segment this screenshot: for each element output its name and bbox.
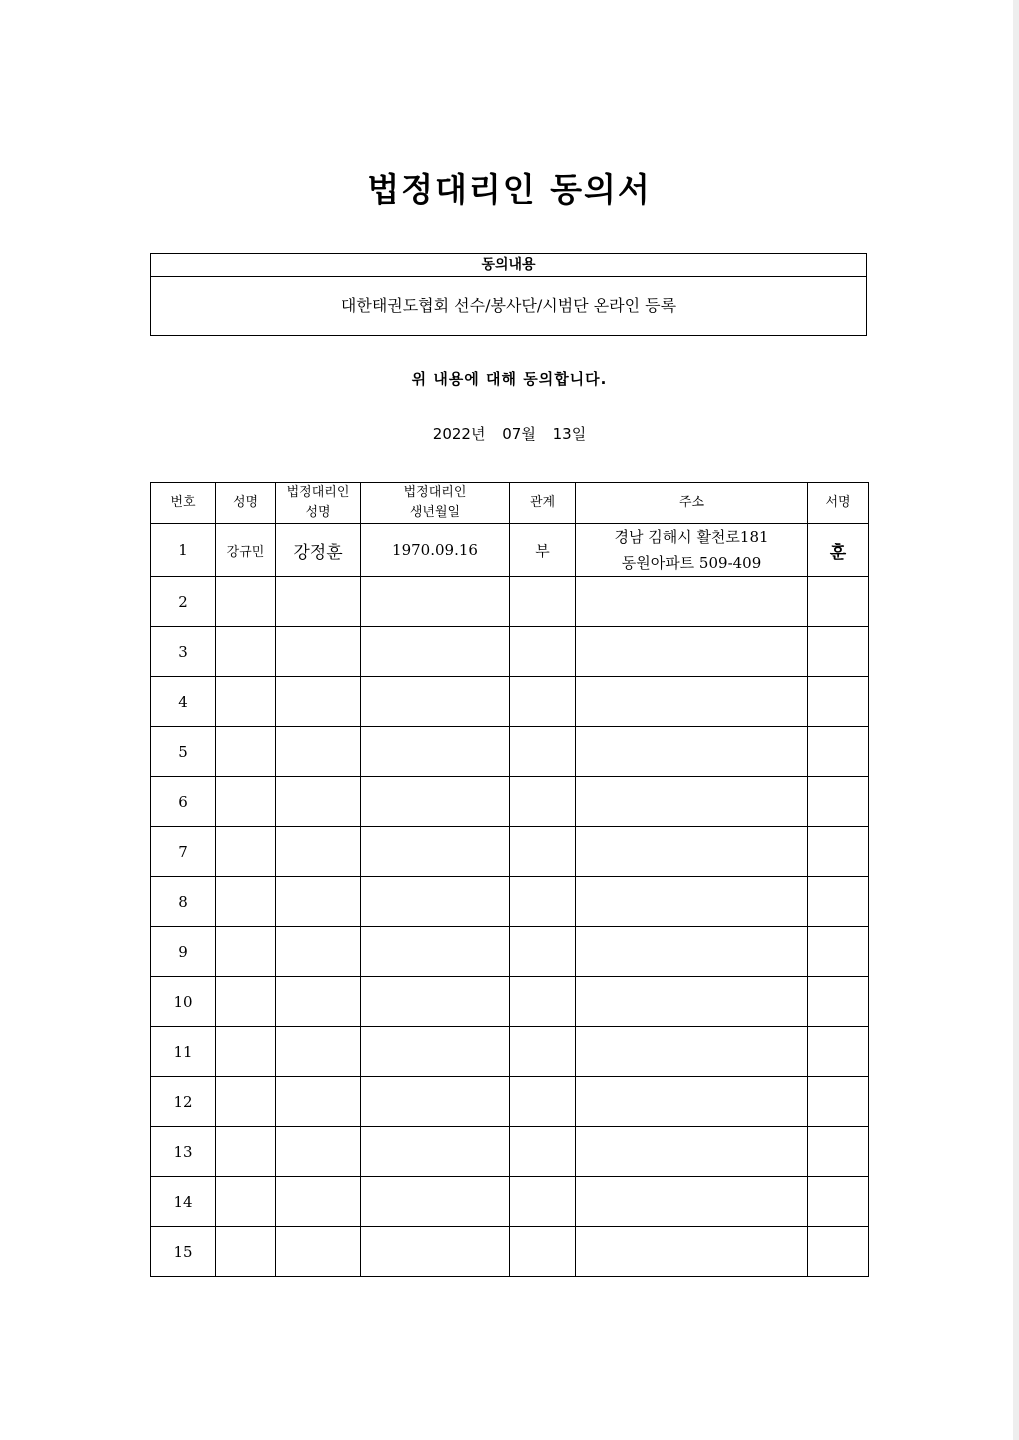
consent-header: 동의내용 [151,254,866,277]
row-address[interactable] [576,727,808,777]
row-address[interactable] [576,1127,808,1177]
row-signature[interactable] [808,1227,869,1277]
row-number: 13 [151,1127,216,1177]
row-address[interactable] [576,977,808,1027]
row-signature[interactable] [808,1127,869,1177]
row-guardian-birth[interactable] [361,977,510,1027]
row-relation[interactable] [510,777,576,827]
table-row [151,977,869,1027]
table-row [151,1227,869,1277]
row-guardian-birth[interactable] [361,577,510,627]
row-name: 강규민 [216,524,276,577]
row-relation[interactable] [510,577,576,627]
row-signature[interactable] [808,1077,869,1127]
table-row [151,627,869,677]
table-row [151,1027,869,1077]
row-guardian-name[interactable] [276,1227,361,1277]
row-name[interactable] [216,1127,276,1177]
consent-content: 대한태권도협회 선수/봉사단/시범단 온라인 등록 [340,296,677,315]
guardian-table [150,482,869,1277]
date-year: 2022년 [432,425,486,443]
row-guardian-name[interactable] [276,777,361,827]
row-relation: 부 [510,524,576,577]
row-number: 10 [151,977,216,1027]
row-signature[interactable] [808,627,869,677]
row-guardian-birth[interactable] [361,627,510,677]
row-guardian-birth[interactable] [361,1077,510,1127]
row-relation[interactable] [510,1227,576,1277]
row-relation[interactable] [510,627,576,677]
date-row [0,423,1019,444]
table-row [151,927,869,977]
row-name[interactable] [216,727,276,777]
row-signature[interactable] [808,1177,869,1227]
table-header-row [151,483,869,524]
row-name[interactable] [216,1177,276,1227]
row-guardian-birth[interactable] [361,1227,510,1277]
row-relation[interactable] [510,1127,576,1177]
row-number: 3 [151,627,216,677]
row-address-line2: 동원아파트 509-409 [621,554,762,572]
row-address-line1: 경남 김해시 활천로181 [614,528,769,546]
row-address[interactable] [576,1027,808,1077]
row-address[interactable] [576,1227,808,1277]
row-guardian-name[interactable] [276,977,361,1027]
row-relation[interactable] [510,727,576,777]
row-number: 11 [151,1027,216,1077]
row-address[interactable] [576,1077,808,1127]
row-signature[interactable] [808,727,869,777]
row-guardian-birth[interactable] [361,927,510,977]
row-number: 2 [151,577,216,627]
row-signature[interactable] [808,777,869,827]
row-number: 7 [151,827,216,877]
row-guardian-birth[interactable] [361,727,510,777]
row-guardian-birth[interactable] [361,1127,510,1177]
row-relation[interactable] [510,1177,576,1227]
row-address[interactable] [576,927,808,977]
consent-box [150,253,867,336]
row-address[interactable] [576,777,808,827]
row-guardian-name[interactable] [276,827,361,877]
table-row [151,777,869,827]
row-relation[interactable] [510,877,576,927]
row-relation[interactable] [510,827,576,877]
row-number: 12 [151,1077,216,1127]
row-name[interactable] [216,1227,276,1277]
row-signature[interactable] [808,877,869,927]
header-guardian-birth [361,483,510,524]
header-guardian-birth-line1: 법정대리인 [403,485,467,500]
row-guardian-name[interactable] [276,577,361,627]
row-name[interactable] [216,777,276,827]
row-address[interactable] [576,877,808,927]
row-name[interactable] [216,627,276,677]
row-relation[interactable] [510,1077,576,1127]
header-name: 성명 [216,483,276,524]
table-row [151,1077,869,1127]
row-guardian-birth: 1970.09.16 [361,524,510,577]
row-signature[interactable] [808,977,869,1027]
row-guardian-birth[interactable] [361,777,510,827]
row-guardian-birth[interactable] [361,827,510,877]
row-relation[interactable] [510,977,576,1027]
row-name[interactable] [216,977,276,1027]
page-edge [1013,0,1019,1440]
header-relation: 관계 [510,483,576,524]
row-signature[interactable] [808,677,869,727]
header-signature: 서명 [808,483,869,524]
row-name[interactable] [216,927,276,977]
row-number: 1 [151,524,216,577]
row-number: 9 [151,927,216,977]
row-signature: 훈 [808,524,869,577]
agreement-text: 위 내용에 대해 동의합니다. [411,370,608,388]
header-address: 주소 [576,483,808,524]
row-number: 6 [151,777,216,827]
row-address [576,524,808,577]
header-guardian-birth-line2: 생년월일 [409,505,461,520]
table-row [151,524,869,577]
row-address[interactable] [576,677,808,727]
row-guardian-birth[interactable] [361,677,510,727]
header-guardian-name-line2: 성명 [305,505,331,520]
row-signature[interactable] [808,827,869,877]
row-signature[interactable] [808,927,869,977]
table-row [151,1177,869,1227]
row-signature[interactable] [808,1027,869,1077]
row-number: 4 [151,677,216,727]
row-guardian-birth[interactable] [361,1177,510,1227]
date-day: 13일 [552,425,587,443]
table-row [151,577,869,627]
row-guardian-name[interactable] [276,1177,361,1227]
header-guardian-name-line1: 법정대리인 [286,485,350,500]
row-guardian-name: 강정훈 [276,524,361,577]
table-row [151,727,869,777]
row-number: 5 [151,727,216,777]
table-row [151,677,869,727]
row-signature[interactable] [808,577,869,627]
row-guardian-name[interactable] [276,1027,361,1077]
row-guardian-name[interactable] [276,727,361,777]
table-row [151,877,869,927]
row-address[interactable] [576,577,808,627]
row-name[interactable] [216,577,276,627]
document-title: 법정대리인 동의서 [367,170,652,209]
row-guardian-name[interactable] [276,627,361,677]
row-address[interactable] [576,827,808,877]
row-address[interactable] [576,1177,808,1227]
row-number: 8 [151,877,216,927]
row-number: 14 [151,1177,216,1227]
table-row [151,827,869,877]
row-name[interactable] [216,677,276,727]
header-guardian-name [276,483,361,524]
row-address[interactable] [576,627,808,677]
row-guardian-birth[interactable] [361,877,510,927]
row-number: 15 [151,1227,216,1277]
row-name[interactable] [216,877,276,927]
row-name[interactable] [216,1027,276,1077]
row-guardian-birth[interactable] [361,1027,510,1077]
table-row [151,1127,869,1177]
row-relation[interactable] [510,927,576,977]
row-name[interactable] [216,1077,276,1127]
header-number: 번호 [151,483,216,524]
row-name[interactable] [216,827,276,877]
row-guardian-name[interactable] [276,927,361,977]
row-relation[interactable] [510,677,576,727]
date-month: 07월 [502,425,536,443]
row-relation[interactable] [510,1027,576,1077]
row-guardian-name[interactable] [276,877,361,927]
row-guardian-name[interactable] [276,677,361,727]
row-guardian-name[interactable] [276,1127,361,1177]
row-guardian-name[interactable] [276,1077,361,1127]
